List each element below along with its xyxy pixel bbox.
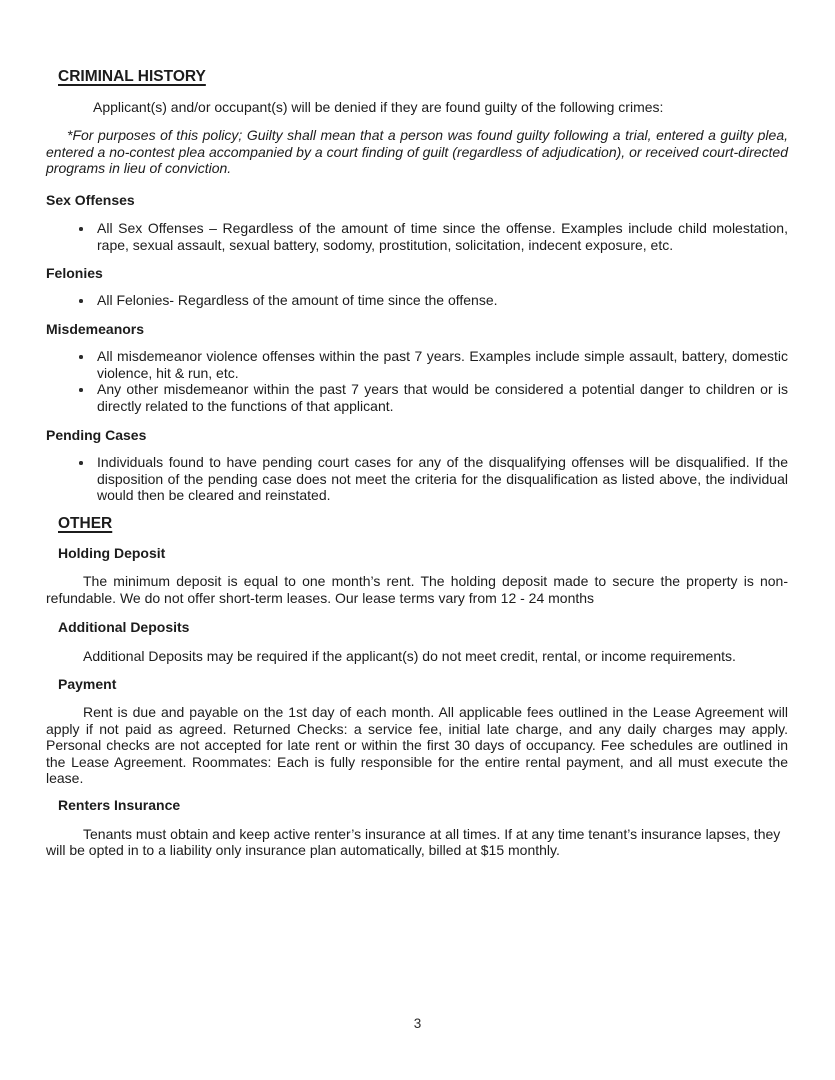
list-item-text: All Felonies- Regardless of the amount of time since the offense. <box>97 292 498 309</box>
misdemeanors-list <box>46 348 788 414</box>
bullet-icon <box>79 388 83 392</box>
document-content <box>46 0 788 859</box>
list-item <box>46 454 788 503</box>
list-item-text: All misdemeanor violence offenses within the past 7 years. Examples include simple assault, battery, domestic violence, hit & run, etc. <box>97 348 788 381</box>
felonies-list <box>46 292 788 308</box>
bullet-icon <box>79 461 83 465</box>
list-item-text: All Sex Offenses – Regardless of the amount of time since the offense. Examples include child molestation, rape, sexual assault, sexual battery, sodomy, prostitution, solicitation, indecent exposure, etc. <box>97 220 788 253</box>
renters-insurance-heading: Renters Insurance <box>58 797 181 814</box>
payment-paragraph: Rent is due and payable on the 1st day of each month. All applicable fees outlined in the Lease Agreement will apply if not paid as agreed. Returned Checks: a service fee, initial late charge, and any daily charges may apply. Personal checks are not accepted for late rent or within the first 30 days of occupancy. Fee schedules are outlined in the Lease Agreement. Roommates: Each is fully responsible for the entire rental payment, and all must execute the lease. <box>46 704 788 787</box>
holding-deposit-heading: Holding Deposit <box>58 544 166 561</box>
bullet-icon <box>79 355 83 359</box>
list-item <box>46 292 788 308</box>
bullet-icon <box>79 299 83 303</box>
felonies-heading: Felonies <box>46 264 103 281</box>
criminal-intro-paragraph: Applicant(s) and/or occupant(s) will be denied if they are found guilty of the following crimes: <box>93 99 664 115</box>
additional-deposits-heading: Additional Deposits <box>58 619 190 635</box>
pending-cases-list <box>46 454 788 503</box>
additional-deposits-paragraph: Additional Deposits may be required if the applicant(s) do not meet credit, rental, or income requirements. <box>83 647 736 664</box>
renters-insurance-paragraph: Tenants must obtain and keep active renter’s insurance at all times. If at any time tenant’s insurance lapses, they will be opted in to a liability only insurance plan automatically, billed at $15 monthly. <box>46 825 781 859</box>
pending-cases-heading: Pending Cases <box>46 426 147 443</box>
page-number: 3 <box>413 1016 422 1031</box>
holding-deposit-paragraph: The minimum deposit is equal to one month’s rent. The holding deposit made to secure the property is non- refundable. We do not offer short-term leases. Our lease terms vary from 12 - 24 months <box>46 573 788 606</box>
criminal-history-heading: CRIMINAL HISTORY <box>58 68 206 85</box>
guilty-definition-note: *For purposes of this policy; Guilty shall mean that a person was found guilty following a trial, entered a guilty plea, entered a no-contest plea accompanied by a court finding of guilt (regardless of adjudication), or received court-directed programs in lieu of conviction. <box>46 127 788 177</box>
payment-heading: Payment <box>58 675 117 692</box>
bullet-icon <box>79 227 83 231</box>
sex-offenses-heading: Sex Offenses <box>46 191 135 208</box>
sex-offenses-list <box>46 220 788 253</box>
list-item <box>46 348 788 381</box>
misdemeanors-heading: Misdemeanors <box>46 320 145 337</box>
list-item <box>46 220 788 253</box>
other-heading: OTHER <box>58 514 113 532</box>
list-item-text: Any other misdemeanor within the past 7 years that would be considered a potential danger to children or is directly related to the functions of that applicant. <box>97 381 788 414</box>
list-item <box>46 381 788 414</box>
list-item-text: Individuals found to have pending court cases for any of the disqualifying offenses will be disqualified. If the disposition of the pending case does not meet the criteria for the disqualification as listed above, the individual would then be cleared and reinstated. <box>97 454 788 504</box>
